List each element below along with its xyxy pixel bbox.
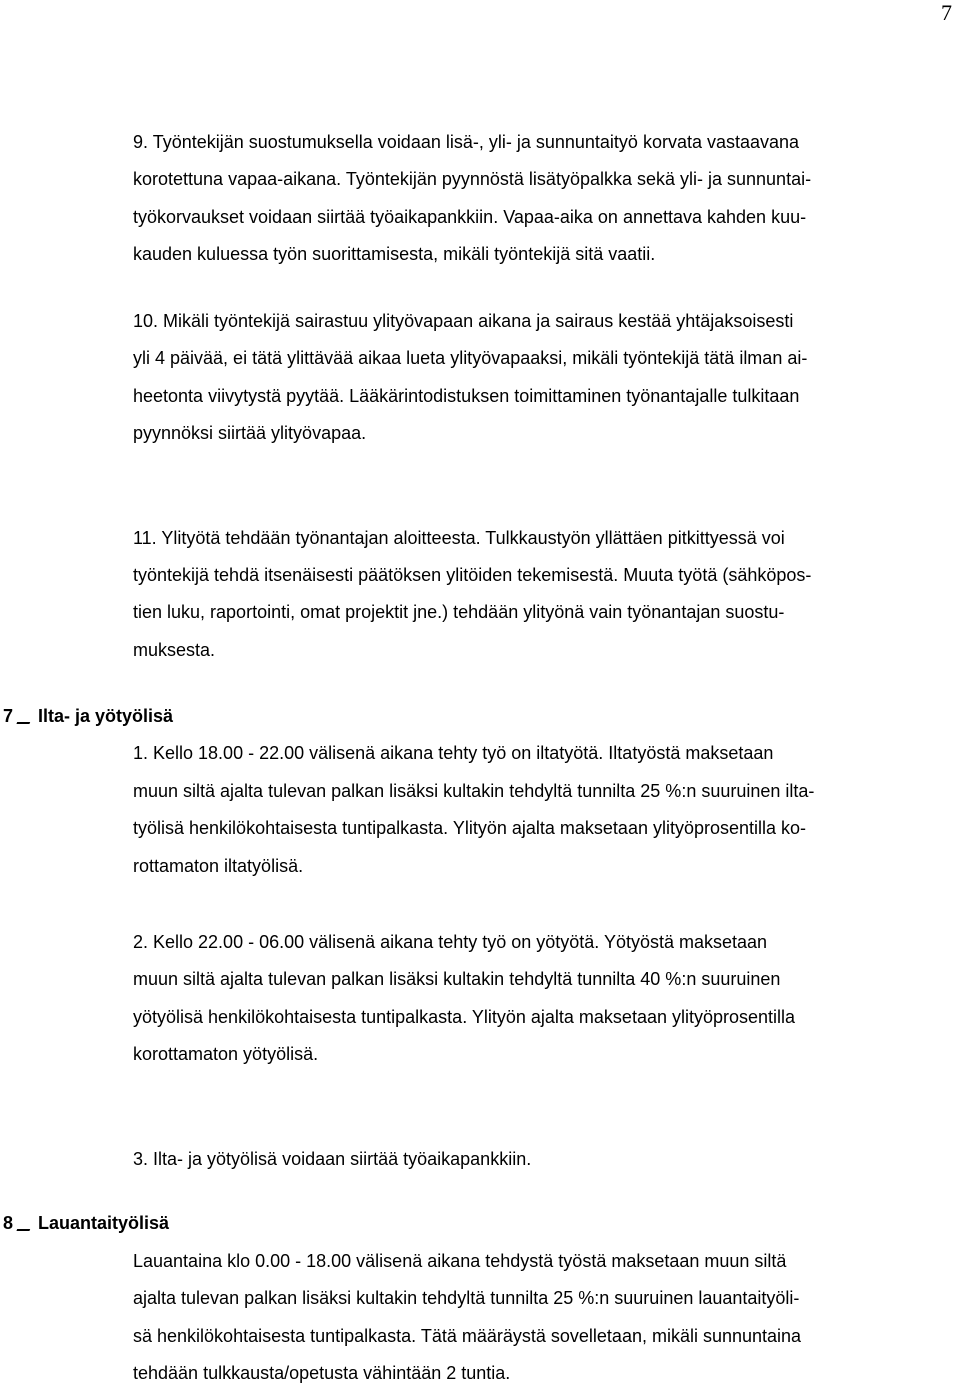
- text-line: tien luku, raportointi, omat projektit jne.) tehdään ylityönä vain työnantajan suostu-: [133, 602, 785, 622]
- text-line: yli 4 päivää, ei tätä ylittävää aikaa lueta ylityövapaaksi, mikäli työntekijä tätä ilman ai-: [133, 348, 808, 368]
- text-line: 9. Työntekijän suostumuksella voidaan lisä-, yli- ja sunnuntaityö korvata vastaavana: [133, 132, 800, 152]
- section-number: 8: [3, 1213, 14, 1233]
- text-line: 2. Kello 22.00 - 06.00 välisenä aikana tehty työ on yötyötä. Yötyöstä maksetaan: [133, 932, 768, 952]
- text-line: korottamaton yötyölisä.: [133, 1044, 319, 1064]
- text-line: 11. Ylityötä tehdään työnantajan aloitteesta. Tulkkaustyön yllättäen pitkittyessä voi: [133, 528, 785, 548]
- text-line: muun siltä ajalta tulevan palkan lisäksi kultakin tehdyltä tunnilta 40 %:n suuruinen: [133, 969, 781, 989]
- section-title: Lauantaityölisä: [38, 1213, 170, 1233]
- text-line: heetonta viivytystä pyytää. Lääkärintodistuksen toimittaminen työnantajalle tulkitaan: [133, 386, 800, 406]
- text-line: muksesta.: [133, 640, 216, 660]
- text-line: 10. Mikäli työntekijä sairastuu ylityövapaan aikana ja sairaus kestää yhtäjaksoisesti: [133, 311, 794, 331]
- text-line: Lauantaina klo 0.00 - 18.00 välisenä aikana tehdystä työstä maksetaan muun siltä: [133, 1251, 787, 1271]
- section-8-heading: [3, 1212, 169, 1234]
- section-title: Ilta- ja yötyölisä: [38, 706, 174, 726]
- section-number: 7: [3, 706, 14, 726]
- text-line: 1. Kello 18.00 - 22.00 välisenä aikana tehty työ on iltatyötä. Iltatyöstä maksetaan: [133, 743, 774, 763]
- text-line: työkorvaukset voidaan siirtää työaikapankkiin. Vapaa-aika on annettava kahden kuu-: [133, 207, 807, 227]
- text-line: 3. Ilta- ja yötyölisä voidaan siirtää työaikapankkiin.: [133, 1149, 532, 1169]
- text-line: ajalta tulevan palkan lisäksi kultakin tehdyltä tunnilta 25 %:n suuruinen lauantaityöli-: [133, 1288, 800, 1308]
- text-line: tehdään tulkkausta/opetusta vähintään 2 tuntia.: [133, 1363, 511, 1383]
- text-line: yötyölisä henkilökohtaisesta tuntipalkasta. Ylityön ajalta maksetaan ylityöprosentilla: [133, 1007, 796, 1027]
- page-number: 7: [941, 0, 952, 25]
- text-line: kauden kuluessa työn suorittamisesta, mikäli työntekijä sitä vaatii.: [133, 244, 656, 264]
- text-line: korotettuna vapaa-aikana. Työntekijän pyynnöstä lisätyöpalkka sekä yli- ja sunnuntai-: [133, 169, 812, 189]
- text-line: työlisä henkilökohtaisesta tuntipalkasta. Ylityön ajalta maksetaan ylityöprosentilla ko-: [133, 818, 807, 838]
- text-line: sä henkilökohtaisesta tuntipalkasta. Tätä määräystä sovelletaan, mikäli sunnuntaina: [133, 1326, 802, 1346]
- section-separator: [16, 1217, 34, 1231]
- text-line: työntekijä tehdä itsenäisesti päätöksen ylitöiden tekemisestä. Muuta työtä (sähköpos-: [133, 565, 812, 585]
- text-line: muun siltä ajalta tulevan palkan lisäksi kultakin tehdyltä tunnilta 25 %:n suuruinen ilta-: [133, 781, 815, 801]
- text-line: pyynnöksi siirtää ylityövapaa.: [133, 423, 367, 443]
- section-separator: [16, 710, 34, 724]
- section-7-heading: [3, 705, 173, 727]
- text-line: rottamaton iltatyölisä.: [133, 856, 304, 876]
